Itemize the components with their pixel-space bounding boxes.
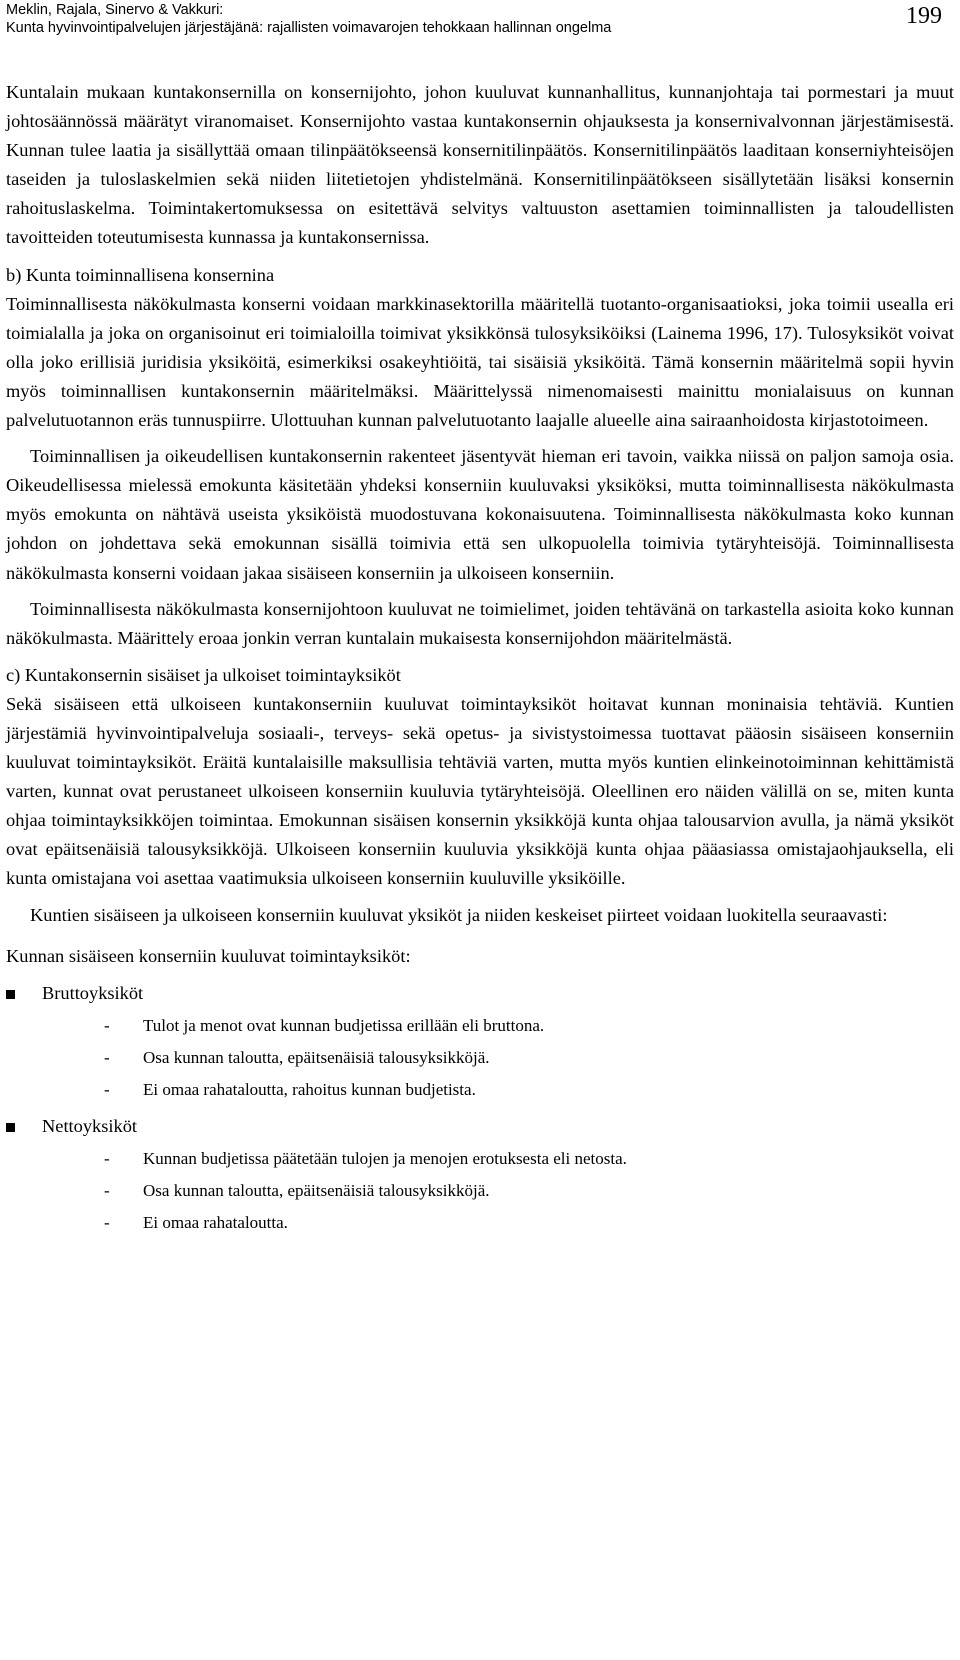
page-number: 199	[906, 3, 942, 29]
list-item-text: Ei omaa rahataloutta, rahoitus kunnan budjetista.	[143, 1080, 476, 1099]
sub-list	[6, 1144, 954, 1237]
list-item	[6, 1075, 954, 1104]
sub-list	[6, 1011, 954, 1104]
list-item	[6, 1208, 954, 1237]
header-title: Kunta hyvinvointipalvelujen järjestäjänä: rajallisten voimavarojen tehokkaan hallinnan ongelma	[6, 20, 612, 36]
list-item-text: Tulot ja menot ovat kunnan budjetissa erillään eli bruttona.	[143, 1015, 545, 1035]
list-lead: Kunnan sisäiseen konserniin kuuluvat toimintayksiköt:	[6, 945, 411, 966]
dash-marker: -	[104, 1149, 110, 1169]
dash-marker: -	[104, 1080, 110, 1099]
square-bullet-icon	[6, 990, 15, 999]
dash-marker: -	[104, 1213, 110, 1233]
list-item-text: Kunnan budjetissa päätetään tulojen ja menojen erotuksesta eli netosta.	[143, 1149, 627, 1169]
section-heading-c: c) Kuntakonsernin sisäiset ja ulkoiset toimintayksiköt	[6, 664, 401, 685]
paragraph-rakenteet: Toiminnallisen ja oikeudellisen kuntakonsernin rakenteet jäsentyvät hieman eri tavoin, vaikka niissä on paljon samoja osia. Oikeudellisessa mielessä emokunta käsitetään yhdeksi konserniin kuuluvaksi yksiköksi, mutta toiminnallisesta näkökulmasta myös emokunta on nähtävä useista yksiköistä muodostuvana kokonaisuutena. Toiminnallisesta näkökulmasta koko kunnan johdon on johdettava sekä emokunnan sisällä toimivia että sen ulkopuolella toimivia tytäryhteisöjä. Toiminnallisesta näkökulmasta konserni voidaan jakaa sisäiseen konserniin ja ulkoiseen konserniin.	[6, 446, 954, 583]
paragraph-konsernijohto: Kuntalain mukaan kuntakonsernilla on konsernijohto, johon kuuluvat kunnanhallitus, kunnanjohtaja tai pormestari ja muut johtosäännössä määrätyt viranomaiset. Konsernijohto vastaa kuntakonsernin ohjauksesta ja konsernivalvonnan järjestämisestä. Kunnan tulee laatia ja sisällyttää omaan tilinpäätökseensä konsernitilinpäätös. Konsernitilinpäätös laaditaan konserniyhteisöjen taseiden ja tuloslaskelmien sekä niiden liitetietojen yhdistelmänä. Konsernitilinpäätökseen sisällytetään lisäksi konsernin rahoituslaskelma. Toimintakertomuksessa on esitettävä selvitys valtuuston asettamien toiminnallisten ja taloudellisten tavoitteiden toteutumisesta kunnassa ja kuntakonsernissa.	[6, 82, 954, 248]
list-item-text: Ei omaa rahataloutta.	[143, 1213, 288, 1233]
dash-marker: -	[104, 1015, 110, 1035]
page-body	[6, 78, 954, 1237]
dash-marker: -	[104, 1047, 110, 1067]
dash-marker: -	[104, 1181, 110, 1201]
list-item-text: Osa kunnan taloutta, epäitsenäisiä talousyksikköjä.	[143, 1181, 490, 1201]
section-heading-b: b) Kunta toiminnallisena konsernina	[6, 264, 275, 285]
list-item	[6, 1176, 954, 1205]
bullet-item	[6, 1112, 954, 1141]
paragraph-toiminnallinen-konserni: Toiminnallisesta näkökulmasta konserni voidaan markkinasektorilla määritellä tuotanto-organisaatioksi, joka toimii usealla eri toimialalla ja joka on organisoinut eri toimialoilla toimivat yksikkönsä tulosyksiköiksi (Lainema 1996, 17). Tulosyksiköt voivat olla joko erillisiä juridisia yksiköitä, esimerkiksi osakeyhtiöitä, tai sisäisiä yksiköitä. Tämä konsernin määritelmä sopii hyvin myös toiminnallisen kuntakonsernin määritelmäksi. Määrittelyssä nimenomaisesti mainittu monialaisuus on kunnan palvelutuotannon eräs tunnuspiirre. Ulottuuhan kunnan palvelutuotanto laajalle alueelle aina sairaanhoidosta kirjastotoimeen.	[6, 293, 954, 431]
square-bullet-icon	[6, 1123, 15, 1132]
paragraph-toimintayksikot: Sekä sisäiseen että ulkoiseen kuntakonserniin kuuluvat toimintayksiköt hoitavat kunnan moninaisia tehtäviä. Kuntien järjestämiä hyvinvointipalveluja sosiaali-, terveys- sekä opetus- ja sivistystoimessa tuottavat pääosin sisäiseen konserniin kuuluvat toimintayksiköt. Eräitä kuntalaisille maksullisia tehtäviä varten, mutta myös kuntien elinkeinotoiminnan kehittämistä varten, kunnat ovat perustaneet ulkoiseen konserniin kuuluvia tytäryhteisöjä. Oleellinen ero näiden välillä on se, miten kunta ohjaa toimintayksikköjen toimintaa. Emokunnan sisäisen konsernin yksikköjä kunta ohjaa talousarvion avulla, ja nämä yksiköt ovat epäitsenäisiä talousyksikköjä. Ulkoiseen konserniin kuuluvia yksikköjä kunta ohjaa pääasiassa omistajaohjauksella, eli kunta omistajana voi asettaa vaatimuksia ulkoiseen konserniin kuuluville yksiköille.	[6, 693, 954, 889]
list-item	[6, 1144, 954, 1173]
bullet-item	[6, 979, 954, 1008]
list-item-text: Osa kunnan taloutta, epäitsenäisiä talousyksikköjä.	[143, 1047, 490, 1067]
list-item	[6, 1043, 954, 1072]
header-authors: Meklin, Rajala, Sinervo & Vakkuri:	[6, 2, 224, 18]
paragraph-konsernijohto-toiminnallinen: Toiminnallisesta näkökulmasta konsernijohtoon kuuluvat ne toimielimet, joiden tehtävänä on tarkastella asioita koko kunnan näkökulmasta. Määrittely eroaa jonkin verran kuntalain mukaisesta konsernijohdon määritelmästä.	[6, 598, 954, 648]
list-item	[6, 1011, 954, 1040]
paragraph-luokittelu: Kuntien sisäiseen ja ulkoiseen konserniin kuuluvat yksiköt ja niiden keskeiset piirteet voidaan luokitella seuraavasti:	[30, 904, 888, 925]
running-header	[6, 0, 954, 48]
bullet-label: Bruttoyksiköt	[42, 982, 144, 1003]
bullet-label: Nettoyksiköt	[42, 1116, 138, 1137]
